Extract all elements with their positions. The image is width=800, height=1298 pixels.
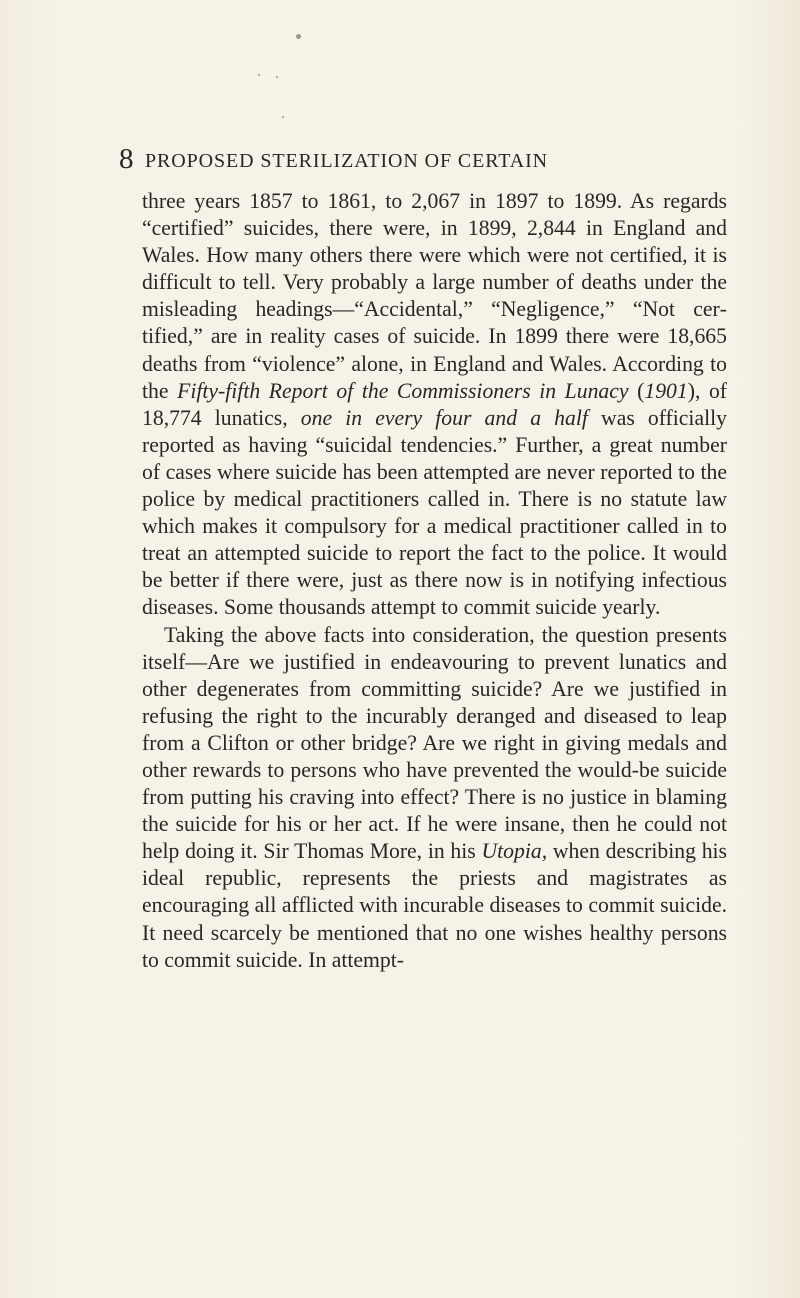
emphasis-phrase: one in every four and a half: [300, 405, 588, 430]
paragraph: [142, 622, 727, 974]
text-run: ), of 18,774 lunatics,: [142, 378, 728, 430]
text-run: Taking the above facts into consideration, the question presents itself—Are we justified in endeavouring to prevent lunatics and other degenerates from committing suicide? Are we justified in refusing the right to the incurably deranged and diseased to leap from a Clifton or other bridge? Are we right in giving medals and other rewards to persons who have prevented the would-be suicide from putting his craving into effect? There is no justice in blaming the suicide for his or her act. If he were insane, then he could not help doing it. Sir Thomas More, in his: [142, 622, 727, 864]
body-text: [142, 188, 727, 974]
book-title: Utopia,: [481, 839, 548, 864]
paragraph: [142, 188, 727, 622]
paper-speck: [276, 76, 278, 78]
report-title: Fifty-fifth Report of the Commissioners in Lunacy: [177, 378, 629, 403]
page-header: [119, 144, 739, 184]
running-title: PROPOSED STERILIZATION OF CERTAIN: [145, 150, 549, 172]
text-run: was officially reported as having “suicidal tendencies.” Further, a great number of cases where suicide has been attempted are never reported to the police by medical practitioners called in. There is no statute law which makes it compulsory for a medical practitioner called in to treat an attempted suicide to report the fact to the police. It would be better if there were, just as there now is in notifying infectious diseases. Some thousands attempt to commit suicide yearly.: [142, 405, 727, 620]
report-year: 1901: [644, 378, 688, 403]
page-number: 8: [119, 143, 134, 175]
text-run: (: [628, 378, 645, 403]
paper-speck: [296, 34, 301, 39]
text-run: when describing his ideal republic, represents the priests and magistrates as encouraging all afflicted with incurable diseases to commit suicide. It need scarcely be mentioned that no one wishes healthy persons to commit suicide. In attempt-: [142, 839, 727, 972]
paper-speck: [282, 116, 284, 118]
text-run: three years 1857 to 1861, to 2,067 in 1897 to 1899. As regards “certified” suicides, there were, in 1899, 2,844 in England and Wales. How many others there were which were not certified, it is difficult to tell. Very probably a large number of deaths under the misleading headings—“Accidental,” “Negligence,” “Not certified,” are in reality cases of suicide. In 1899 there were 18,665 deaths from “violence” alone, in England and Wales. According to the: [142, 189, 727, 403]
paper-speck: [258, 74, 260, 76]
